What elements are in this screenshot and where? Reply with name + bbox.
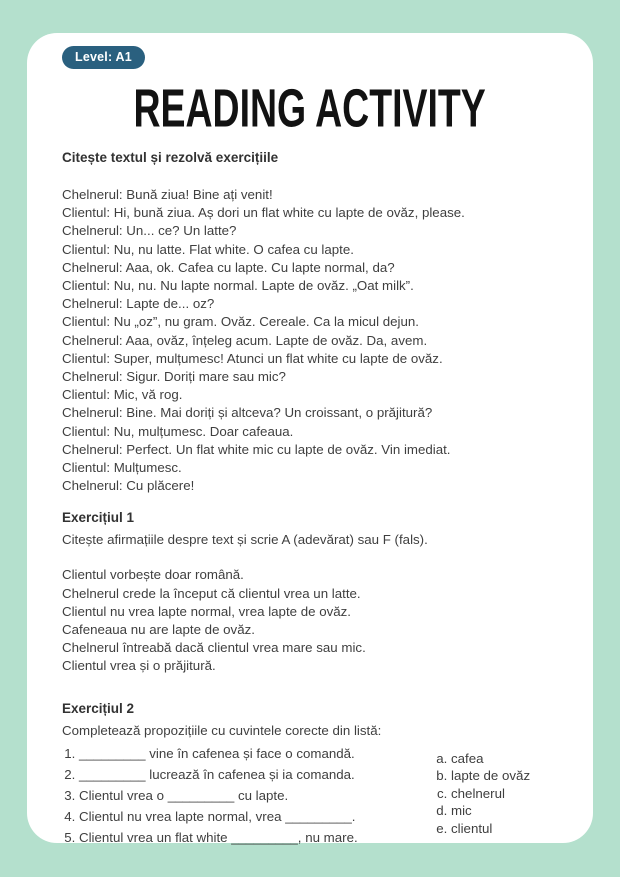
dialogue-line: Chelnerul: Aaa, ovăz, înțeleg acum. Lapte de ovăz. Da, avem. <box>62 332 428 348</box>
dialogue-text <box>62 186 558 495</box>
dialogue-line: Chelnerul: Perfect. Un flat white mic cu lapte de ovăz. Vin imediat. <box>62 441 451 457</box>
word-bank-item: e. clientul <box>451 820 530 838</box>
dialogue-line: Clientul: Nu, mulțumesc. Doar cafeaua. <box>62 423 294 439</box>
statement: Clientul vrea și o prăjitură. <box>62 658 216 674</box>
intro-instruction: Citește textul și rezolvă exercițiile <box>62 150 279 165</box>
dialogue-line: Clientul: Nu „oz”, nu gram. Ovăz. Cereale. Ca la micul dejun. <box>62 314 419 330</box>
worksheet-card <box>27 33 593 843</box>
exercise1-statements <box>62 566 558 675</box>
level-badge <box>62 46 145 69</box>
fill-in-blank-item: 4. Clientul nu vrea lapte normal, vrea _________. <box>79 806 432 827</box>
exercise1-heading: Exercițiul 1 <box>62 510 135 526</box>
worksheet-title-text: READING ACTIVITY <box>133 78 487 140</box>
fill-in-blank-item: 1. _________ vine în cafenea și face o comandă. <box>79 743 432 764</box>
dialogue-line: Clientul: Mic, vă rog. <box>62 387 183 403</box>
statement: Clientul vorbește doar română. <box>62 567 244 583</box>
dialogue-line: Chelnerul: Sigur. Doriți mare sau mic? <box>62 369 286 385</box>
fill-in-blank-list <box>62 743 432 848</box>
statement: Cafeneaua nu are lapte de ovăz. <box>62 622 255 638</box>
dialogue-line: Chelnerul: Lapte de... oz? <box>62 296 215 312</box>
statement: Chelnerul crede la început că clientul vrea un latte. <box>62 585 361 601</box>
dialogue-line: Clientul: Hi, bună ziua. Aș dori un flat white cu lapte de ovăz, please. <box>62 205 465 221</box>
dialogue-line: Chelnerul: Bine. Mai doriți și altceva? Un croissant, o prăjitură? <box>62 405 433 421</box>
word-bank-item: a. cafea <box>451 750 530 768</box>
level-badge-label: Level: A1 <box>75 50 132 64</box>
dialogue-line: Clientul: Super, mulțumesc! Atunci un flat white cu lapte de ovăz. <box>62 350 443 366</box>
dialogue-line: Chelnerul: Cu plăcere! <box>62 478 195 494</box>
statement: Chelnerul întreabă dacă clientul vrea mare sau mic. <box>62 640 366 656</box>
word-bank-item: c. chelnerul <box>451 785 530 803</box>
dialogue-line: Chelnerul: Un... ce? Un latte? <box>62 223 237 239</box>
dialogue-line: Chelnerul: Bună ziua! Bine ați venit! <box>62 187 273 202</box>
statement: Clientul nu vrea lapte normal, vrea lapte de ovăz. <box>62 603 351 619</box>
exercise2-heading: Exercițiul 2 <box>62 700 135 716</box>
exercise2-instruction: Completează propozițiile cu cuvintele corecte din listă: <box>62 722 382 738</box>
dialogue-line: Clientul: Nu, nu. Nu lapte normal. Lapte de ovăz. „Oat milk”. <box>62 278 414 294</box>
dialogue-line: Chelnerul: Aaa, ok. Cafea cu lapte. Cu lapte normal, da? <box>62 259 395 275</box>
word-bank-item: b. lapte de ovăz <box>451 767 530 785</box>
exercise1-instruction: Citește afirmațiile despre text și scrie A (adevărat) sau F (fals). <box>62 532 428 548</box>
word-bank-list <box>437 750 530 838</box>
fill-in-blank-item: 5. Clientul vrea un flat white _________, nu mare. <box>79 827 432 848</box>
worksheet-title <box>62 78 558 140</box>
word-bank-item: d. mic <box>451 802 530 820</box>
dialogue-line: Clientul: Mulțumesc. <box>62 460 182 476</box>
fill-in-blank-item: 2. _________ lucrează în cafenea și ia comanda. <box>79 764 432 785</box>
dialogue-line: Clientul: Nu, nu latte. Flat white. O cafea cu lapte. <box>62 241 354 257</box>
exercise2-body <box>62 743 558 848</box>
fill-in-blank-item: 3. Clientul vrea o _________ cu lapte. <box>79 785 432 806</box>
